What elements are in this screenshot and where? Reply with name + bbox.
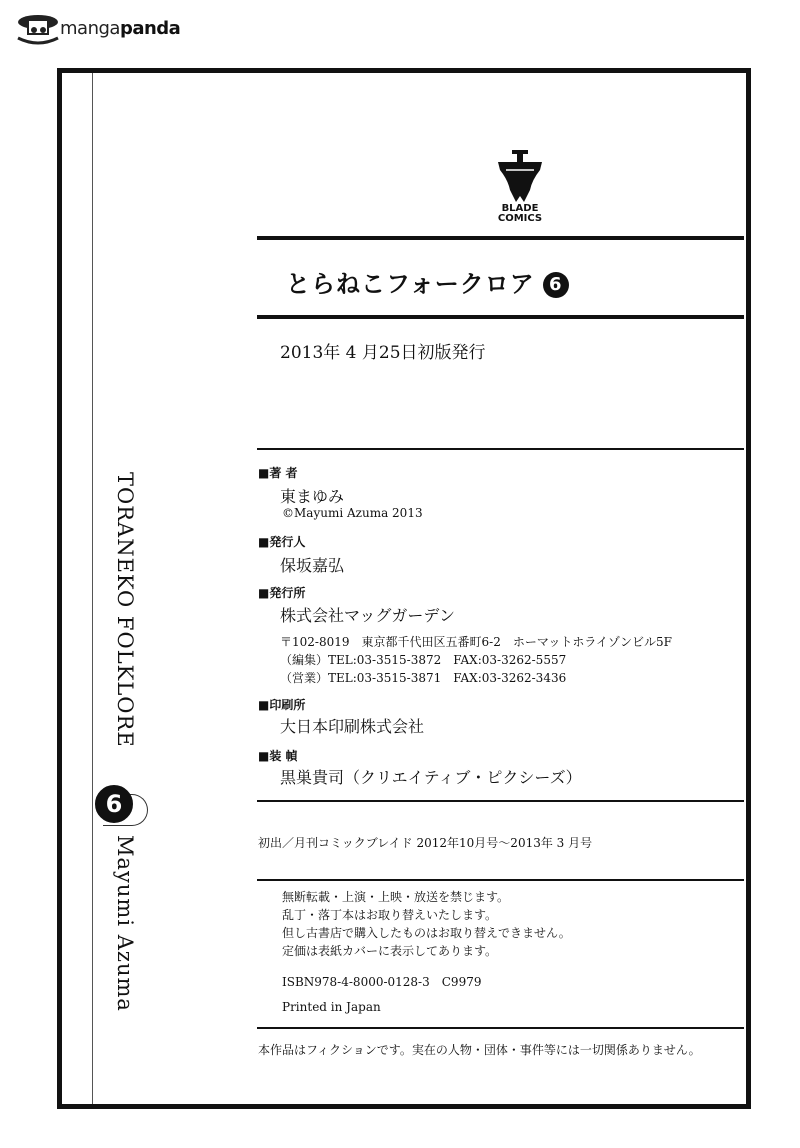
publication-date: 2013年 4 月25日初版発行 (280, 343, 486, 363)
logo-line-2: COMICS (497, 213, 543, 224)
spine-title: TORANEKO FOLKLORE (113, 472, 137, 748)
volume-number: 6 (543, 272, 569, 298)
publisher-contacts (280, 633, 672, 687)
printed-in: Printed in Japan (282, 1000, 381, 1014)
spine-volume-number: 6 (95, 785, 133, 823)
panda-icon (14, 8, 62, 48)
design-label: ■装 幀 (258, 749, 298, 763)
publisher-person-label: ■発行人 (258, 535, 306, 549)
author-label: ■著 者 (258, 466, 298, 480)
rule-top (257, 236, 744, 240)
fiction-notice: 本作品はフィクションです。実在の人物・団体・事件等には一切関係ありません。 (258, 1043, 701, 1057)
notice-line: 乱丁・落丁本はお取り替えいたします。 (282, 908, 498, 922)
isbn: ISBN978-4-8000-0128-3 C9979 (282, 975, 482, 989)
book-title: とらねこフォークロア 6 (286, 264, 569, 299)
tel-sales-line: （営業）TEL:03-3515-3871 FAX:03-3262-3436 (280, 671, 567, 685)
rule-credits-bottom (257, 800, 744, 802)
watermark-text-a: manga (60, 18, 120, 39)
rule-notices-top (257, 879, 744, 881)
spine-author: Mayumi Azuma (113, 835, 137, 1012)
rule-notices-bottom (257, 1027, 744, 1029)
printer-label: ■印刷所 (258, 698, 306, 712)
designer-name: 黒巣貴司（クリエイティブ・ピクシーズ） (280, 768, 582, 787)
author-name: 東まゆみ (280, 487, 345, 506)
rule-credits-top (257, 448, 744, 450)
spine-divider (92, 73, 93, 1104)
notice-line: 定価は表紙カバーに表示してあります。 (282, 944, 498, 958)
rule-title-bottom (257, 315, 744, 319)
watermark-text-b: panda (119, 18, 181, 39)
notices-block (282, 888, 571, 960)
publisher-label: ■発行所 (258, 586, 306, 600)
address-line: 〒102-8019 東京都千代田区五番町6-2 ホーマットホライゾンビル5F (280, 635, 672, 649)
watermark-logo (14, 8, 194, 48)
copyright-text: ©Mayumi Azuma 2013 (282, 506, 423, 520)
publisher-person: 保坂嘉弘 (280, 556, 345, 575)
first-published: 初出／月刊コミックブレイド 2012年10月号～2013年 3 月号 (258, 836, 593, 850)
notice-line: 但し古書店で購入したものはお取り替えできません。 (282, 926, 571, 940)
printer-name: 大日本印刷株式会社 (280, 717, 425, 736)
notice-line: 無断転載・上演・上映・放送を禁じます。 (282, 890, 510, 904)
blade-comics-logo (490, 150, 550, 230)
logo-line-1: BLADE (501, 203, 539, 214)
publisher-name: 株式会社マッグガーデン (280, 606, 456, 625)
blade-logo-icon (490, 150, 550, 208)
tel-edit-line: （編集）TEL:03-3515-3872 FAX:03-3262-5557 (280, 653, 567, 667)
